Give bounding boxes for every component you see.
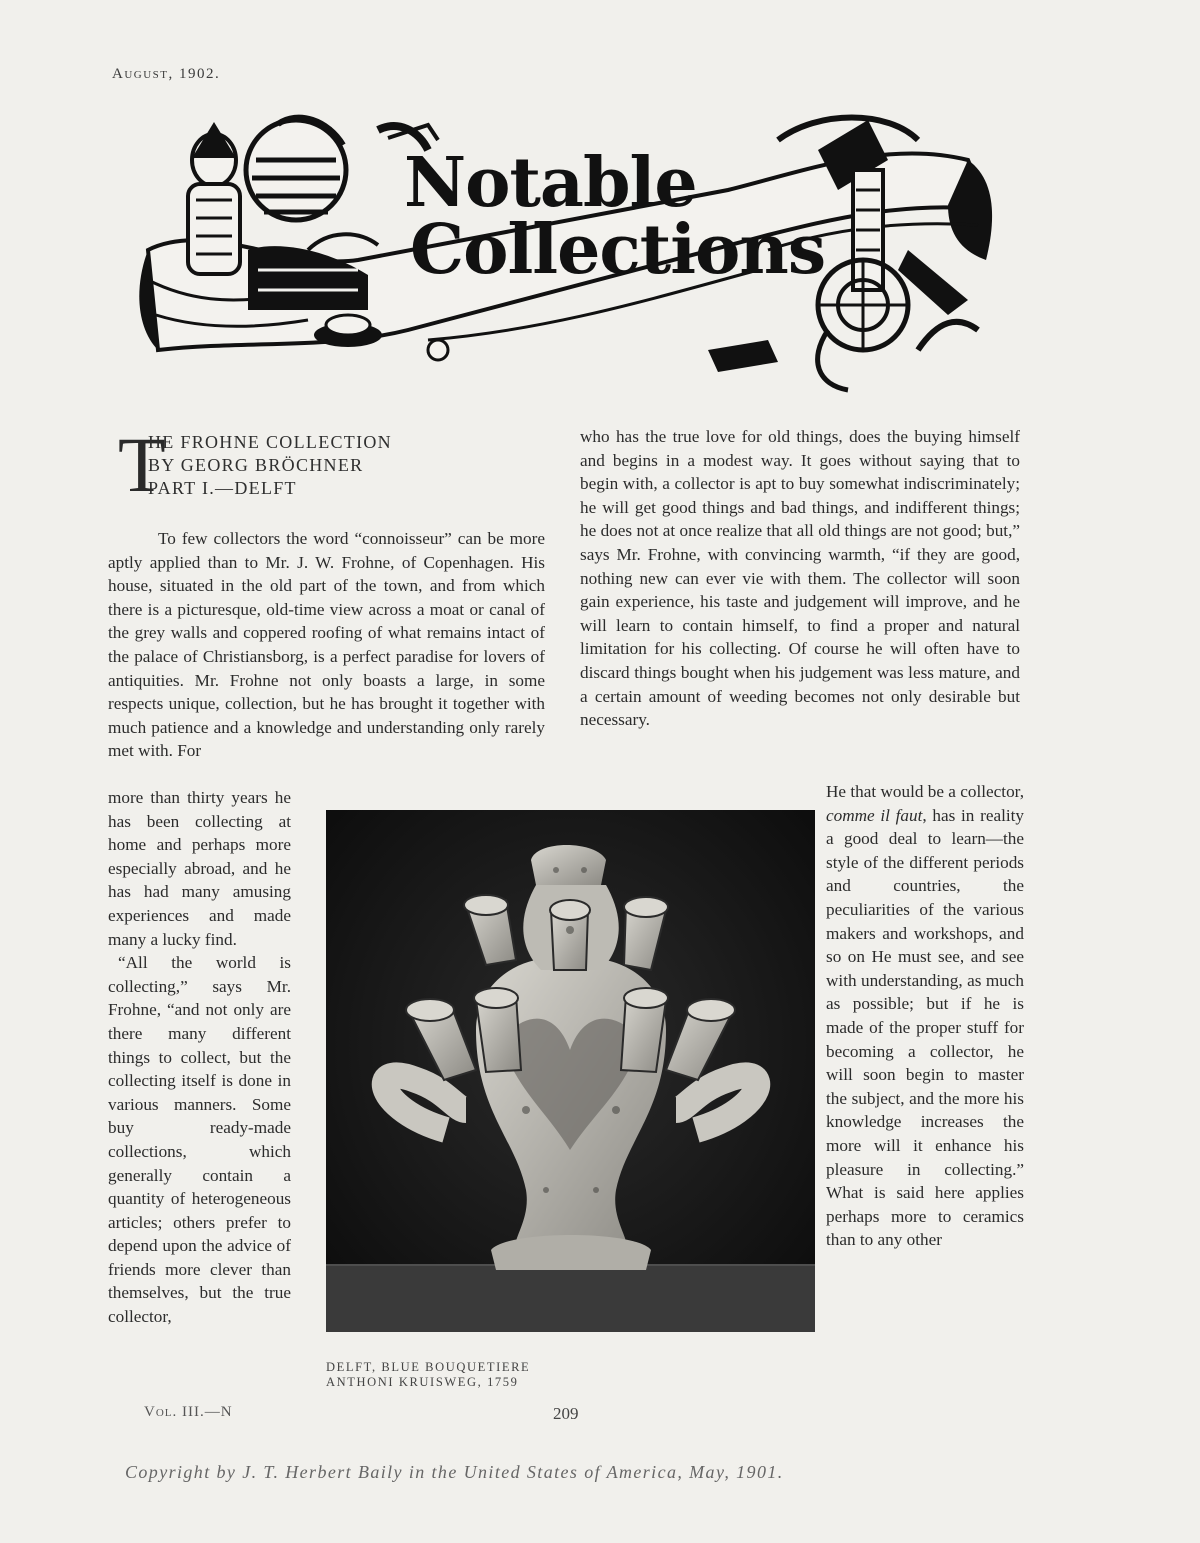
column-left-top [108,527,545,763]
article-heading [118,421,448,508]
caption-line1: DELFT, BLUE BOUQUETIERE [326,1360,531,1374]
caption-line2: ANTHONI KRUISWEG, 1759 [326,1375,519,1389]
page-number: 209 [553,1404,579,1423]
paragraph-experience: more than thirty years he has been collecting at home and perhaps more especially abroad, and he has had many amusing experiences and made many a lucky find. [108,788,291,949]
photo-caption [326,1360,586,1390]
column-right-narrow [826,780,1024,1252]
text-pre: He that would be a collector, [826,782,1024,801]
paragraph-intro: To few collectors the word “connoisseur” can be more aptly applied than to Mr. J. W. Frohne, of Copenhagen. His house, situated in the old part of the town, and from which there is a picturesque, old-time view across a moat or canal of the grey walls and coppered roofing of what remains intact of the palace of Christiansborg, is a perfect paradise for lovers of antiquities. Mr. Frohne not only boasts a large, in some respects unique, collection, but he has brought it together with much patience and a knowledge and understanding only rarely met with. For [108,529,545,761]
text-emphasis: comme il faut [826,805,923,825]
drop-cap: T [118,421,166,508]
delft-vase-photograph [326,810,815,1332]
running-head-date: August, 1902. [112,66,221,82]
paragraph-learning [826,780,1024,1252]
column-left-narrow [108,786,291,1329]
banner-title-line1: Notable [404,143,697,223]
column-right-top [580,425,1020,732]
delft-vase-drawing [326,810,815,1332]
banner-title-line2: Collections [410,209,826,290]
paragraph-buying: who has the true love for old things, does the buying himself and begins in a modest way. It goes without saying that to begin with, a collector is apt to buy somewhat indiscriminately; he will get good things and bad things, and indifferent things; he does not at once realize that all old things are not good; but,” says Mr. Frohne, with convincing warmth, “if they are good, nothing new can ever vie with them. The collector will soon gain experience, his taste and judgement will improve, and he will learn to contain himself, to find a proper and natural limitation for his collecting. Of course he will often have to discard things bought when his judgement was less mature, and a certain amount of weeding becomes not only desirable but necessary. [580,427,1020,730]
volume-signature: Vol. III.—N [144,1404,233,1420]
text-post: , has in reality a good deal to learn—the style of the different periods and countries, the peculiarities of the various makers and workshops, and so on He must see, and see with understanding, as much as possible; but if he is made of the proper stuff for becoming a collector, he will soon begin to master the subject, and the more his knowledge increases the more will it enhance his pleasure in collecting.” What is said here applies perhaps more to ceramics than to any other [826,805,1024,1250]
banner-title [404,143,826,290]
article-title-lines: HE FROHNE COLLECTION BY GEORG BRÖCHNER PART I.—DELFT [148,432,392,498]
copyright-notice: Copyright by J. T. Herbert Baily in the United States of America, May, 1901. [125,1462,784,1482]
paragraph-quote-start: “All the world is collecting,” says Mr. Frohne, “and not only are there many different things to collect, but the collecting itself is done in various manners. Some buy ready-made collections, which generally contain a quantity of heterogeneous articles; others prefer to depend upon the advice of friends more clever than themselves, but the true collector, [108,953,291,1327]
